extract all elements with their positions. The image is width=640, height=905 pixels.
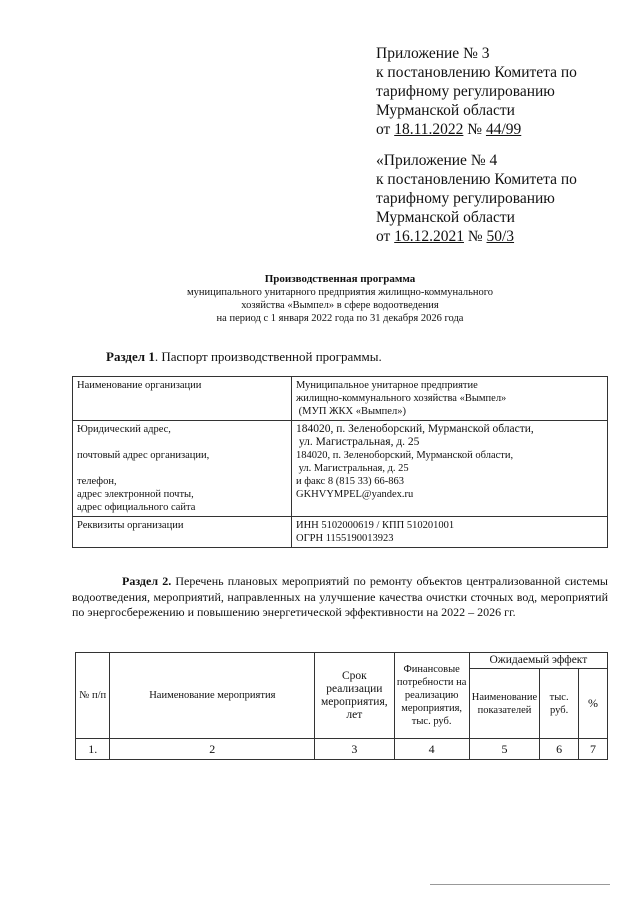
website-label: адрес официального сайта bbox=[77, 502, 196, 513]
appendix-previous-number: 50/3 bbox=[486, 228, 515, 245]
col-number-cell: 3 bbox=[315, 739, 394, 760]
appendix-current-number: 44/99 bbox=[485, 121, 522, 138]
requisites-line: ОГРН 1155190013923 bbox=[296, 533, 394, 544]
spacer bbox=[77, 462, 287, 475]
table-header-row bbox=[76, 653, 608, 669]
measures-table bbox=[75, 652, 608, 760]
table-row bbox=[73, 517, 608, 548]
header-finance: Финансовые потребности на реализацию мероприятия, тыс. руб. bbox=[394, 653, 469, 739]
addresses-values bbox=[292, 421, 608, 517]
appendix-previous-date: 16.12.2021 bbox=[394, 228, 464, 245]
org-name-label: Наименование организации bbox=[73, 377, 292, 421]
org-name-line: Муниципальное унитарное предприятие bbox=[296, 380, 478, 391]
phone-label: телефон, bbox=[77, 476, 117, 487]
section2-paragraph bbox=[72, 574, 608, 621]
appendix-current-line2: к постановлению Комитета по bbox=[376, 64, 577, 81]
section1-heading bbox=[106, 349, 382, 365]
section1-text: . Паспорт производственной программы. bbox=[154, 349, 382, 364]
table-row bbox=[76, 739, 608, 760]
col-number-cell: 2 bbox=[110, 739, 315, 760]
appendix-current-date-line bbox=[376, 120, 577, 139]
appendix-current-date: 18.11.2022 bbox=[394, 121, 464, 138]
passport-table bbox=[72, 376, 608, 548]
email-label: адрес электронной почты, bbox=[77, 489, 194, 500]
legal-address-line: 184020, п. Зеленоборский, Мурманской области, bbox=[296, 423, 534, 435]
appendix-previous-line4: Мурманской области bbox=[376, 209, 515, 226]
addresses-labels bbox=[73, 421, 292, 517]
section1-label: Раздел 1 bbox=[106, 349, 155, 364]
appendix-previous-date-line bbox=[376, 227, 577, 246]
program-title-line2: муниципального унитарного предприятия жилищно-коммунального bbox=[186, 287, 494, 298]
col-number-cell: 7 bbox=[579, 739, 608, 760]
appendix-previous-number-prefix: № bbox=[463, 228, 487, 245]
divider bbox=[430, 884, 610, 885]
appendix-current-line3: тарифному регулированию bbox=[376, 83, 555, 100]
table-row bbox=[73, 377, 608, 421]
program-title-line3: хозяйства «Вымпел» в сфере водоотведения bbox=[241, 300, 439, 311]
appendix-current-block bbox=[376, 44, 577, 139]
appendix-current-line1: Приложение № 3 bbox=[376, 45, 490, 62]
appendix-previous-line1: «Приложение № 4 bbox=[376, 152, 498, 169]
program-title bbox=[120, 273, 560, 325]
email-value: GKHVYMPEL@yandex.ru bbox=[296, 489, 414, 500]
header-term: Срок реализации мероприятия, лет bbox=[315, 653, 394, 739]
appendix-current-line4: Мурманской области bbox=[376, 102, 515, 119]
appendix-previous-line3: тарифному регулированию bbox=[376, 190, 555, 207]
appendix-current-number-prefix: № bbox=[463, 121, 486, 138]
col-number-cell: 5 bbox=[469, 739, 539, 760]
appendix-previous-block bbox=[376, 151, 577, 246]
postal-address-label: почтовый адрес организации, bbox=[77, 450, 210, 461]
col-number-cell: 6 bbox=[540, 739, 579, 760]
program-heading: Производственная программа bbox=[264, 273, 416, 285]
table-row bbox=[73, 421, 608, 517]
header-effect: Ожидаемый эффект bbox=[469, 653, 607, 669]
legal-address-line: ул. Магистральная, д. 25 bbox=[296, 436, 420, 448]
requisites-line: ИНН 5102000619 / КПП 510201001 bbox=[296, 520, 455, 531]
org-name-value bbox=[292, 377, 608, 421]
header-indicator: Наименование показателей bbox=[469, 669, 539, 739]
spacer bbox=[77, 436, 287, 449]
col-number-cell: 4 bbox=[394, 739, 469, 760]
requisites-value bbox=[292, 517, 608, 548]
program-title-line4: на период с 1 января 2022 года по 31 декабря 2026 года bbox=[216, 313, 464, 324]
header-name: Наименование мероприятия bbox=[110, 653, 315, 739]
org-name-line: жилищно-коммунального хозяйства «Вымпел» bbox=[296, 393, 507, 404]
phone-value: и факс 8 (815 33) 66-863 bbox=[296, 476, 404, 487]
header-percent: % bbox=[579, 669, 608, 739]
postal-address-line: 184020, п. Зеленоборский, Мурманской области, bbox=[296, 450, 514, 461]
appendix-current-date-prefix: от bbox=[376, 121, 395, 138]
postal-address-line: ул. Магистральная, д. 25 bbox=[296, 463, 409, 474]
header-thousand: тыс. руб. bbox=[540, 669, 579, 739]
header-num: № п/п bbox=[76, 653, 110, 739]
appendix-previous-line2: к постановлению Комитета по bbox=[376, 171, 577, 188]
requisites-label: Реквизиты организации bbox=[73, 517, 292, 548]
legal-address-label: Юридический адрес, bbox=[77, 424, 171, 435]
section2-label: Раздел 2. bbox=[122, 574, 172, 588]
org-name-line: (МУП ЖКХ «Вымпел») bbox=[296, 406, 406, 417]
col-number-cell: 1. bbox=[76, 739, 110, 760]
section2-text: Перечень плановых мероприятий по ремонту объектов централизованной системы водоотведения, мероприятий, направленных на улучшение качества очистки сточных вод, мероприятий по энергосбережению и повышению энергетической эффективности на 2022 – 2026 гг. bbox=[72, 574, 608, 619]
appendix-previous-date-prefix: от bbox=[376, 228, 395, 245]
